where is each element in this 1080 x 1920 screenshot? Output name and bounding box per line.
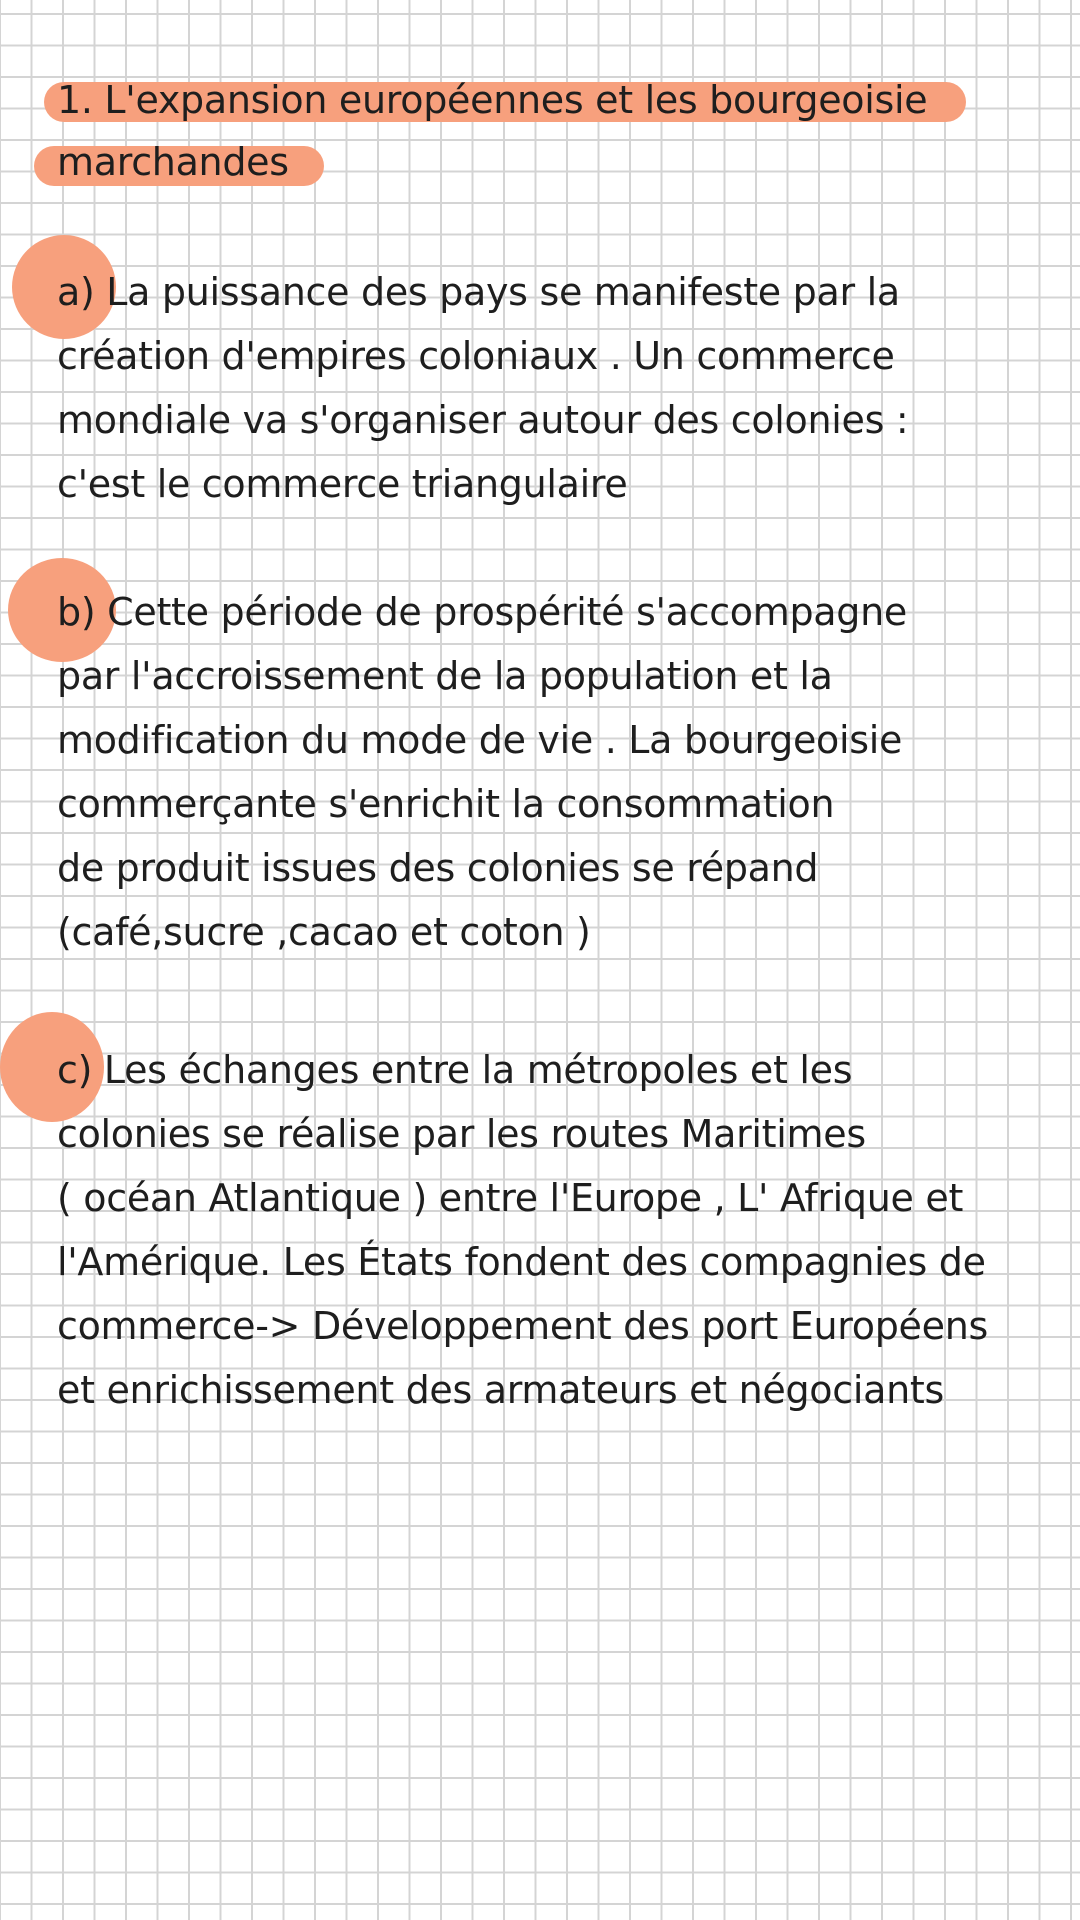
section-c-line: et enrichissement des armateurs et négociants (57, 1368, 944, 1412)
section-b-line: modification du mode de vie . La bourgeoisie (57, 718, 903, 762)
section-c-line: l'Amérique. Les États fondent des compagnies de (57, 1240, 986, 1284)
section-b-line: b) Cette période de prospérité s'accompagne (57, 590, 907, 634)
section-a-line: création d'empires coloniaux . Un commerce (57, 334, 895, 378)
section-b-line: par l'accroissement de la population et la (57, 654, 833, 698)
section-b-line: (café,sucre ,cacao et coton ) (57, 910, 591, 954)
section-c-line: commerce-> Développement des port Européens (57, 1304, 988, 1348)
section-b-line: commerçante s'enrichit la consommation (57, 782, 835, 826)
section-b-line: de produit issues des colonies se répand (57, 846, 819, 890)
heading-line-2: marchandes (57, 140, 289, 184)
section-c-line: c) Les échanges entre la métropoles et les (57, 1048, 853, 1092)
section-c-line: ( océan Atlantique ) entre l'Europe , L' Afrique et (57, 1176, 964, 1220)
section-a-line: a) La puissance des pays se manifeste par la (57, 270, 900, 314)
heading-line-1: 1. L'expansion européennes et les bourgeoisie (57, 78, 928, 122)
section-a-line: mondiale va s'organiser autour des colonies : (57, 398, 909, 442)
section-a-line: c'est le commerce triangulaire (57, 462, 628, 506)
section-c-line: colonies se réalise par les routes Maritimes (57, 1112, 866, 1156)
